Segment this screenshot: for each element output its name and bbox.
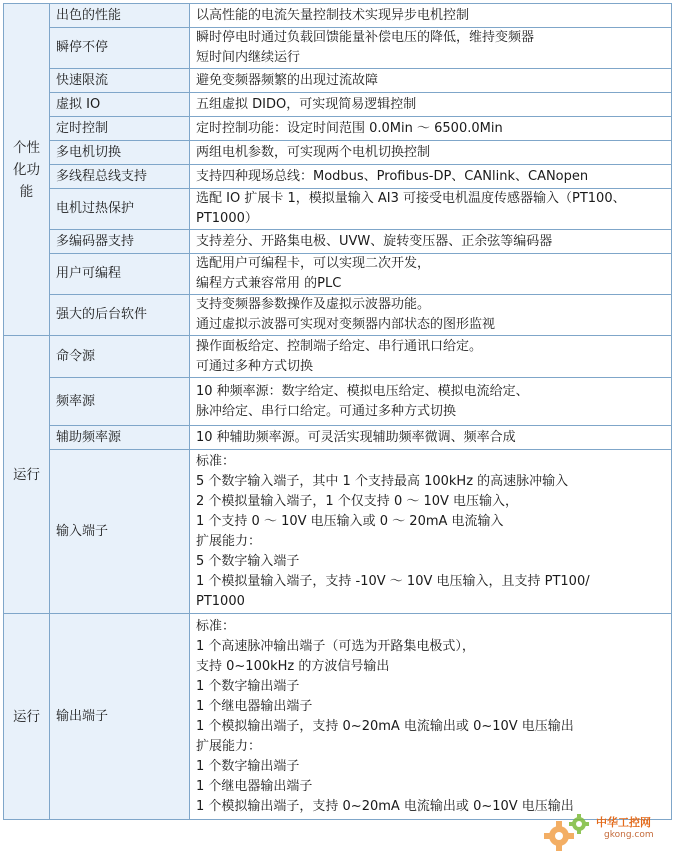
description-cell <box>190 426 672 450</box>
feature-name: 多电机切换 <box>56 144 122 160</box>
category-cell <box>4 614 50 820</box>
feature-cell <box>50 117 190 141</box>
table-row <box>4 254 672 295</box>
description-line: 标准： <box>196 453 236 469</box>
table-row <box>4 4 672 28</box>
description-line: 可通过多种方式切换 <box>196 358 314 374</box>
table-row <box>4 117 672 141</box>
description-line: 1 个高速脉冲输出端子（可选为开路集电极式）， <box>196 638 475 654</box>
description-cell <box>190 93 672 117</box>
category-cell <box>4 336 50 614</box>
description-line: 1 个数字输出端子 <box>196 678 300 694</box>
feature-cell <box>50 230 190 254</box>
description-line: 1 个模拟量输入端子，支持 -10V ～ 10V 电压输入，且支持 PT100/ <box>196 573 590 589</box>
feature-cell <box>50 69 190 93</box>
table-row <box>4 336 672 378</box>
description-cell <box>190 117 672 141</box>
table-row <box>4 141 672 165</box>
spec-table <box>3 3 672 820</box>
description-line: 避免变频器频繁的出现过流故障 <box>196 72 379 88</box>
table-row <box>4 93 672 117</box>
description-line: 10 种频率源：数字给定、模拟电压给定、模拟电流给定、 <box>196 383 529 399</box>
description-cell <box>190 378 672 426</box>
category-label: 运行 <box>13 708 40 725</box>
feature-name: 强大的后台软件 <box>56 307 148 322</box>
description-line: 编程方式兼容常用 的PLC <box>196 276 342 291</box>
table-row <box>4 189 672 230</box>
description-line: 瞬时停电时通过负载回馈能量补偿电压的降低，维持变频器 <box>196 30 535 45</box>
feature-cell <box>50 93 190 117</box>
description-line: 10 种辅助频率源。可灵活实现辅助频率微调、频率合成 <box>196 429 516 445</box>
feature-name: 输入端子 <box>56 523 109 539</box>
feature-cell <box>50 141 190 165</box>
description-cell <box>190 165 672 189</box>
table-row <box>4 230 672 254</box>
description-line: PT1000） <box>196 211 258 226</box>
watermark-url: gkong.com <box>604 830 654 840</box>
feature-cell <box>50 450 190 614</box>
table-row <box>4 450 672 614</box>
description-line: 1 个模拟输出端子，支持 0~20mA 电流输出或 0~10V 电压输出 <box>196 718 574 734</box>
feature-cell <box>50 614 190 820</box>
description-cell <box>190 295 672 336</box>
feature-name: 出色的性能 <box>56 7 122 23</box>
feature-name: 多线程总线支持 <box>56 168 148 184</box>
description-cell <box>190 69 672 93</box>
description-cell <box>190 28 672 69</box>
description-line: 支持 0~100kHz 的方波信号输出 <box>196 658 390 674</box>
description-line: 选配用户可编程卡，可以实现二次开发， <box>196 256 431 271</box>
description-cell <box>190 230 672 254</box>
feature-cell <box>50 295 190 336</box>
feature-cell <box>50 378 190 426</box>
description-line: 短时间内继续运行 <box>196 50 301 65</box>
description-line: 扩展能力： <box>196 533 262 549</box>
description-line: 脉冲给定、串行口给定。可通过多种方式切换 <box>196 403 457 419</box>
description-line: 定时控制功能：设定时间范围 0.0Min ～ 6500.0Min <box>196 120 503 136</box>
description-cell <box>190 336 672 378</box>
description-cell <box>190 254 672 295</box>
description-line: 五组虚拟 DIDO，可实现简易逻辑控制 <box>196 96 417 112</box>
feature-name: 频率源 <box>56 393 96 409</box>
category-cell <box>4 4 50 336</box>
feature-cell <box>50 254 190 295</box>
feature-name: 辅助频率源 <box>56 429 122 445</box>
description-line: 两组电机参数，可实现两个电机切换控制 <box>196 144 431 160</box>
description-line: 1 个数字输出端子 <box>196 758 300 774</box>
description-line: 1 个支持 0 ～ 10V 电压输入或 0 ～ 20mA 电流输入 <box>196 513 504 529</box>
description-line: 操作面板给定、控制端子给定、串行通讯口给定。 <box>196 338 483 354</box>
spec-table-body <box>4 4 672 820</box>
feature-cell <box>50 28 190 69</box>
table-row <box>4 614 672 820</box>
table-row <box>4 426 672 450</box>
description-line: 以高性能的电流矢量控制技术实现异步电机控制 <box>196 7 470 23</box>
description-line: 2 个模拟量输入端子，1 个仅支持 0 ～ 10V 电压输入， <box>196 493 519 509</box>
feature-name: 瞬停不停 <box>56 40 109 55</box>
description-cell <box>190 450 672 614</box>
description-line: 支持差分、开路集电极、UVW、旋转变压器、正余弦等编码器 <box>196 233 553 249</box>
description-line: 支持四种现场总线：Modbus、Profibus-DP、CANlink、CANopen <box>196 168 589 184</box>
feature-name: 用户可编程 <box>56 266 122 281</box>
feature-cell <box>50 189 190 230</box>
feature-name: 命令源 <box>56 348 96 364</box>
description-line: 扩展能力： <box>196 738 262 754</box>
description-cell <box>190 4 672 28</box>
feature-name: 电机过热保护 <box>56 201 135 216</box>
feature-name: 虚拟 IO <box>56 96 101 112</box>
description-line: PT1000 <box>196 593 245 609</box>
description-cell <box>190 141 672 165</box>
table-row <box>4 28 672 69</box>
feature-cell <box>50 336 190 378</box>
watermark-text: 中华工控网 <box>596 816 651 829</box>
feature-cell <box>50 426 190 450</box>
feature-name: 快速限流 <box>56 72 109 88</box>
category-label: 个性化功能 <box>13 139 40 200</box>
description-line: 5 个数字输入端子，其中 1 个支持最高 100kHz 的高速脉冲输入 <box>196 473 569 489</box>
table-row <box>4 295 672 336</box>
description-line: 1 个继电器输出端子 <box>196 778 313 794</box>
description-line: 选配 IO 扩展卡 1，模拟量输入 AI3 可接受电机温度传感器输入（PT100、 <box>196 191 626 206</box>
table-row <box>4 165 672 189</box>
table-row <box>4 69 672 93</box>
category-label: 运行 <box>13 466 40 483</box>
feature-cell <box>50 165 190 189</box>
description-line: 1 个模拟输出端子，支持 0~20mA 电流输出或 0~10V 电压输出 <box>196 798 574 814</box>
feature-cell <box>50 4 190 28</box>
table-row <box>4 378 672 426</box>
description-cell <box>190 614 672 820</box>
feature-name: 输出端子 <box>56 708 109 724</box>
feature-name: 多编码器支持 <box>56 233 135 249</box>
description-line: 通过虚拟示波器可实现对变频器内部状态的图形监视 <box>196 317 496 332</box>
feature-name: 定时控制 <box>56 120 109 136</box>
description-line: 5 个数字输入端子 <box>196 553 300 569</box>
description-line: 标准： <box>196 618 236 634</box>
description-line: 支持变频器参数操作及虚拟示波器功能。 <box>196 297 431 312</box>
description-line: 1 个继电器输出端子 <box>196 698 313 714</box>
description-cell <box>190 189 672 230</box>
